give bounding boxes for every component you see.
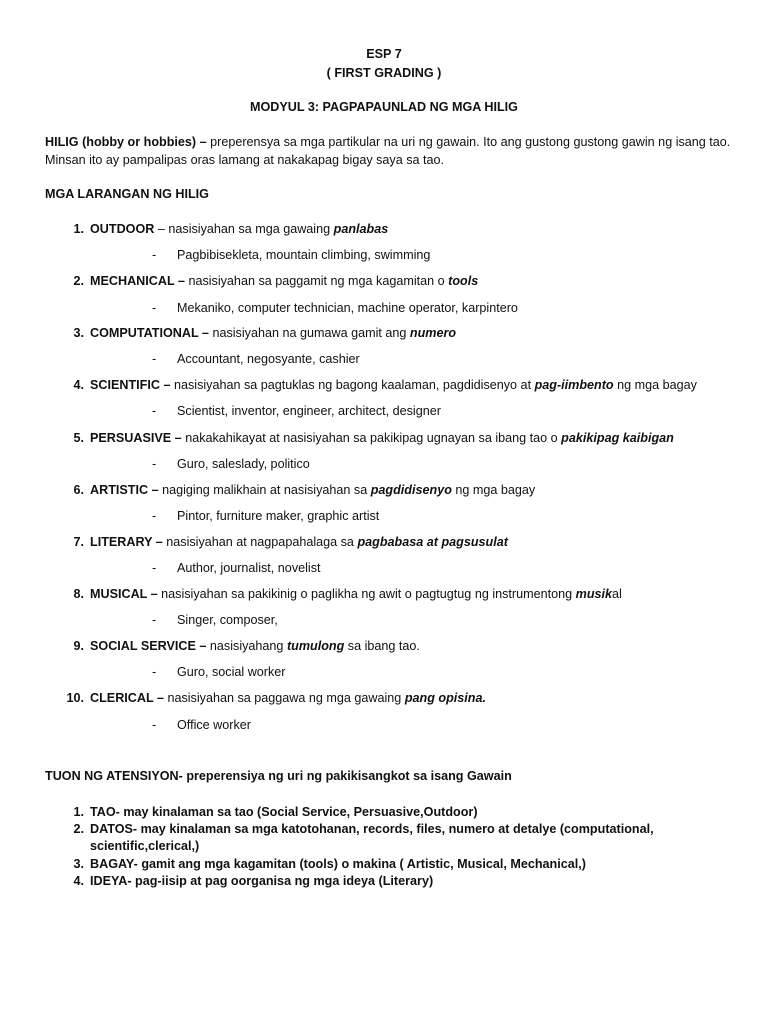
field-emphasis: tools	[448, 274, 479, 288]
field-examples: Guro, saleslady, politico	[177, 457, 310, 471]
field-description: nasisiyahan sa pakikinig o paglikha ng awit o pagtugtug ng instrumentong	[161, 587, 576, 601]
field-name: OUTDOOR	[90, 222, 155, 236]
example-dash: -	[152, 665, 157, 679]
field-description-tail: ng mga bagay	[613, 378, 697, 392]
subject-title: ESP 7	[366, 47, 402, 61]
example-dash: -	[152, 613, 157, 627]
definition-text: preperensya sa mga partikular na uri ng gawain. Ito ang gustong gustong gawin ng isang tao.	[206, 135, 731, 149]
field-separator: –	[154, 222, 169, 236]
module-title: MODYUL 3: PAGPAPAUNLAD NG MGA HILIG	[250, 100, 518, 114]
field-description: nasisiyahan sa paggamit ng mga kagamitan o	[188, 274, 449, 288]
field-description: nagiging malikhain at nasisiyahan sa	[162, 483, 371, 497]
field-emphasis: pagbabasa at pagsusulat	[357, 535, 508, 549]
field-name: CLERICAL –	[90, 691, 164, 705]
field-emphasis: pang opisina.	[404, 691, 486, 705]
field-examples: Author, journalist, novelist	[177, 561, 321, 575]
field-name: PERSUASIVE –	[90, 431, 182, 445]
tuon-item: IDEYA- pag-iisip at pag oorganisa ng mga ideya (Literary)	[90, 874, 434, 888]
field-emphasis: musik	[575, 587, 613, 601]
field-name: LITERARY –	[90, 535, 163, 549]
tuon-number: 1.	[73, 805, 84, 819]
field-emphasis: pagdidisenyo	[370, 483, 452, 497]
example-dash: -	[152, 248, 157, 262]
field-examples: Pagbibisekleta, mountain climbing, swimming	[177, 248, 431, 262]
field-examples: Office worker	[177, 718, 251, 732]
field-emphasis: tumulong	[286, 639, 345, 653]
field-description: nasisiyahang	[209, 639, 287, 653]
field-examples: Pintor, furniture maker, graphic artist	[177, 509, 380, 523]
field-examples: Singer, composer,	[177, 613, 278, 627]
example-dash: -	[152, 509, 157, 523]
field-description: nasisiyahan at nagpapahalaga sa	[166, 535, 358, 549]
field-number: 1.	[73, 222, 84, 236]
tuon-number: 4.	[73, 874, 84, 888]
fields-heading: MGA LARANGAN NG HILIG	[45, 187, 209, 201]
example-dash: -	[152, 404, 157, 418]
field-name: SOCIAL SERVICE –	[90, 639, 207, 653]
field-examples: Guro, social worker	[177, 665, 286, 679]
field-number: 9.	[73, 639, 84, 653]
field-name: MECHANICAL –	[90, 274, 185, 288]
field-examples: Scientist, inventor, engineer, architect, designer	[177, 404, 441, 418]
field-description-tail: ng mga bagay	[451, 483, 536, 497]
field-description-tail: sa ibang tao.	[344, 639, 420, 653]
example-dash: -	[152, 301, 157, 315]
field-description-tail: al	[612, 587, 622, 601]
definition-line-1	[45, 135, 730, 149]
field-emphasis: pakikipag kaibigan	[561, 431, 674, 445]
field-description: nasisiyahan sa pagtuklas ng bagong kaalaman, pagdidisenyo at	[173, 378, 535, 392]
field-name: MUSICAL –	[90, 587, 158, 601]
field-number: 2.	[73, 274, 84, 288]
field-number: 4.	[73, 378, 84, 392]
field-name: ARTISTIC –	[90, 483, 159, 497]
example-dash: -	[152, 561, 157, 575]
definition-line-2: Minsan ito ay pampalipas oras lamang at nakakapag bigay saya sa tao.	[45, 153, 445, 167]
field-examples: Accountant, negosyante, cashier	[177, 352, 360, 366]
field-number: 10.	[66, 691, 84, 705]
field-examples: Mekaniko, computer technician, machine operator, karpintero	[177, 301, 518, 315]
field-description: nasisiyahan sa mga gawaing	[168, 222, 334, 236]
field-emphasis: pag-iimbento	[534, 378, 614, 392]
field-number: 7.	[73, 535, 84, 549]
tuon-item: TAO- may kinalaman sa tao (Social Service, Persuasive,Outdoor)	[90, 805, 478, 819]
field-emphasis: numero	[409, 326, 457, 340]
tuon-heading: TUON NG ATENSIYON- preperensiya ng uri ng pakikisangkot sa isang Gawain	[45, 769, 512, 783]
field-name: SCIENTIFIC –	[90, 378, 171, 392]
field-number: 8.	[73, 587, 84, 601]
example-dash: -	[152, 457, 157, 471]
field-number: 5.	[73, 431, 84, 445]
tuon-item: DATOS- may kinalaman sa mga katotohanan, records, files, numero at detalye (computational,	[90, 822, 654, 836]
grading-period: ( FIRST GRADING )	[326, 66, 442, 80]
tuon-number: 3.	[73, 857, 84, 871]
field-name: COMPUTATIONAL –	[90, 326, 209, 340]
tuon-item: BAGAY- gamit ang mga kagamitan (tools) o makina ( Artistic, Musical, Mechanical,)	[90, 857, 586, 871]
field-description: nasisiyahan na gumawa gamit ang	[212, 326, 410, 340]
field-description: nasisiyahan sa paggawa ng mga gawaing	[167, 691, 405, 705]
field-number: 3.	[73, 326, 84, 340]
tuon-number: 2.	[73, 822, 84, 836]
example-dash: -	[152, 352, 157, 366]
field-description: nakakahikayat at nasisiyahan sa pakikipag ugnayan sa ibang tao o	[185, 431, 562, 445]
field-emphasis: panlabas	[333, 222, 389, 236]
field-number: 6.	[73, 483, 84, 497]
definition-term: HILIG (hobby or hobbies) –	[45, 135, 207, 149]
tuon-item-continuation: scientific,clerical,)	[90, 839, 200, 853]
example-dash: -	[152, 718, 157, 732]
